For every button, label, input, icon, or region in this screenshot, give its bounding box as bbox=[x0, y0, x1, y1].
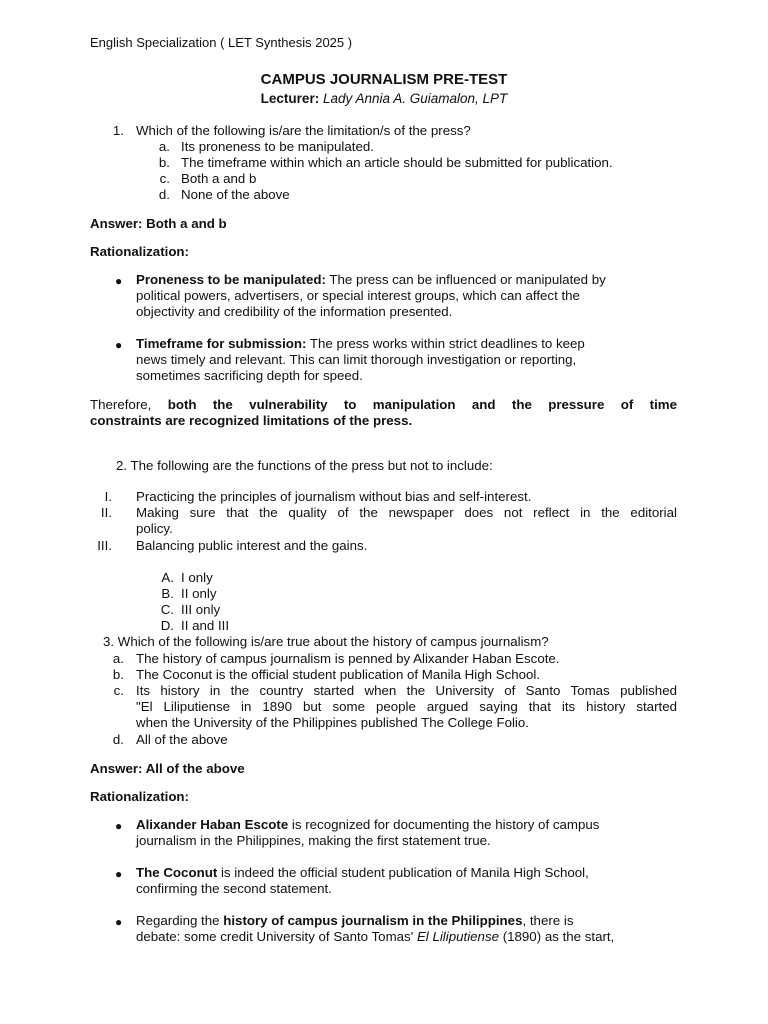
bullet-icon: ● bbox=[115, 867, 123, 881]
option-text: Its proneness to be manipulated. bbox=[181, 139, 374, 154]
option-text: "El Liliputiense in 1890 but some people argued saying that its history started bbox=[136, 699, 677, 714]
question-number: 1. bbox=[112, 123, 124, 138]
bullet-text: Alixander Haban Escote is recognized for documenting the history of campus bbox=[136, 817, 600, 832]
rationalization-label: Rationalization: bbox=[90, 789, 189, 804]
option-text: III only bbox=[181, 602, 221, 617]
statement-numeral: I. bbox=[104, 489, 112, 504]
rationalization-label: Rationalization: bbox=[90, 244, 189, 259]
bullet-icon: ● bbox=[115, 819, 123, 833]
option-text: I only bbox=[181, 570, 213, 585]
bullet-text: debate: some credit University of Santo Tomas' El Liliputiense (1890) as the start, bbox=[136, 929, 615, 944]
bullet-icon: ● bbox=[115, 274, 123, 288]
option-letter: A. bbox=[161, 570, 174, 585]
statement-text: Making sure that the quality of the newspaper does not reflect in the editorial bbox=[136, 505, 677, 520]
option-text: II and III bbox=[181, 618, 230, 633]
option-letter: d. bbox=[158, 187, 170, 202]
bullet-text: news timely and relevant. This can limit thorough investigation or reporting, bbox=[136, 352, 577, 367]
option-letter: d. bbox=[112, 732, 124, 747]
option-letter: b. bbox=[158, 155, 170, 170]
statement-text: Balancing public interest and the gains. bbox=[136, 538, 368, 553]
option-text: II only bbox=[181, 586, 217, 601]
option-text: Its history in the country started when the University of Santo Tomas published bbox=[136, 683, 677, 698]
bullet-icon: ● bbox=[115, 338, 123, 352]
bullet-text: The Coconut is indeed the official student publication of Manila High School, bbox=[136, 865, 589, 880]
page-header: English Specialization ( LET Synthesis 2025 ) bbox=[90, 35, 353, 50]
option-letter: C. bbox=[160, 602, 174, 617]
bullet-text: sometimes sacrificing depth for speed. bbox=[136, 368, 363, 383]
question-text: 3. Which of the following is/are true about the history of campus journalism? bbox=[103, 634, 549, 649]
option-letter: c. bbox=[159, 171, 170, 186]
bullet-text: Timeframe for submission: The press works within strict deadlines to keep bbox=[136, 336, 585, 351]
question-text: Which of the following is/are the limitation/s of the press? bbox=[136, 123, 471, 138]
conclusion-line: constraints are recognized limitations of the press. bbox=[90, 413, 413, 428]
option-text: All of the above bbox=[136, 732, 228, 747]
bullet-text: Proneness to be manipulated: The press can be influenced or manipulated by bbox=[136, 272, 606, 287]
option-letter: a. bbox=[158, 139, 170, 154]
option-text: The Coconut is the official student publication of Manila High School. bbox=[136, 667, 541, 682]
statement-numeral: II. bbox=[100, 505, 112, 520]
bullet-text: Regarding the history of campus journalism in the Philippines, there is bbox=[136, 913, 574, 928]
answer: Answer: Both a and b bbox=[90, 216, 227, 231]
option-text: None of the above bbox=[181, 187, 290, 202]
option-text: when the University of the Philippines published The College Folio. bbox=[136, 715, 529, 730]
bullet-text: journalism in the Philippines, making the first statement true. bbox=[136, 833, 491, 848]
bullet-text: political powers, advertisers, or special interest groups, which can affect the bbox=[136, 288, 580, 303]
lecturer-line bbox=[0, 91, 768, 107]
option-letter: a. bbox=[112, 651, 124, 666]
answer: Answer: All of the above bbox=[90, 761, 245, 776]
lecturer-label: Lecturer: bbox=[260, 91, 320, 106]
option-letter: D. bbox=[160, 618, 174, 633]
bullet-icon: ● bbox=[115, 915, 123, 929]
question-text: 2. The following are the functions of the press but not to include: bbox=[116, 458, 493, 473]
conclusion-line: Therefore, both the vulnerability to manipulation and the pressure of time bbox=[90, 397, 677, 412]
option-text: The timeframe within which an article should be submitted for publication. bbox=[181, 155, 613, 170]
option-text: Both a and b bbox=[181, 171, 257, 186]
option-letter: b. bbox=[112, 667, 124, 682]
lecturer-name: Lady Annia A. Guiamalon, LPT bbox=[322, 91, 508, 106]
bullet-text: confirming the second statement. bbox=[136, 881, 332, 896]
statement-text: policy. bbox=[136, 521, 173, 536]
option-text: The history of campus journalism is penned by Alixander Haban Escote. bbox=[136, 651, 560, 666]
option-letter: B. bbox=[161, 586, 174, 601]
page-title: CAMPUS JOURNALISM PRE-TEST bbox=[260, 71, 508, 88]
bullet-text: objectivity and credibility of the information presented. bbox=[136, 304, 453, 319]
statement-numeral: III. bbox=[97, 538, 112, 553]
option-letter: c. bbox=[113, 683, 124, 698]
statement-text: Practicing the principles of journalism without bias and self-interest. bbox=[136, 489, 532, 504]
